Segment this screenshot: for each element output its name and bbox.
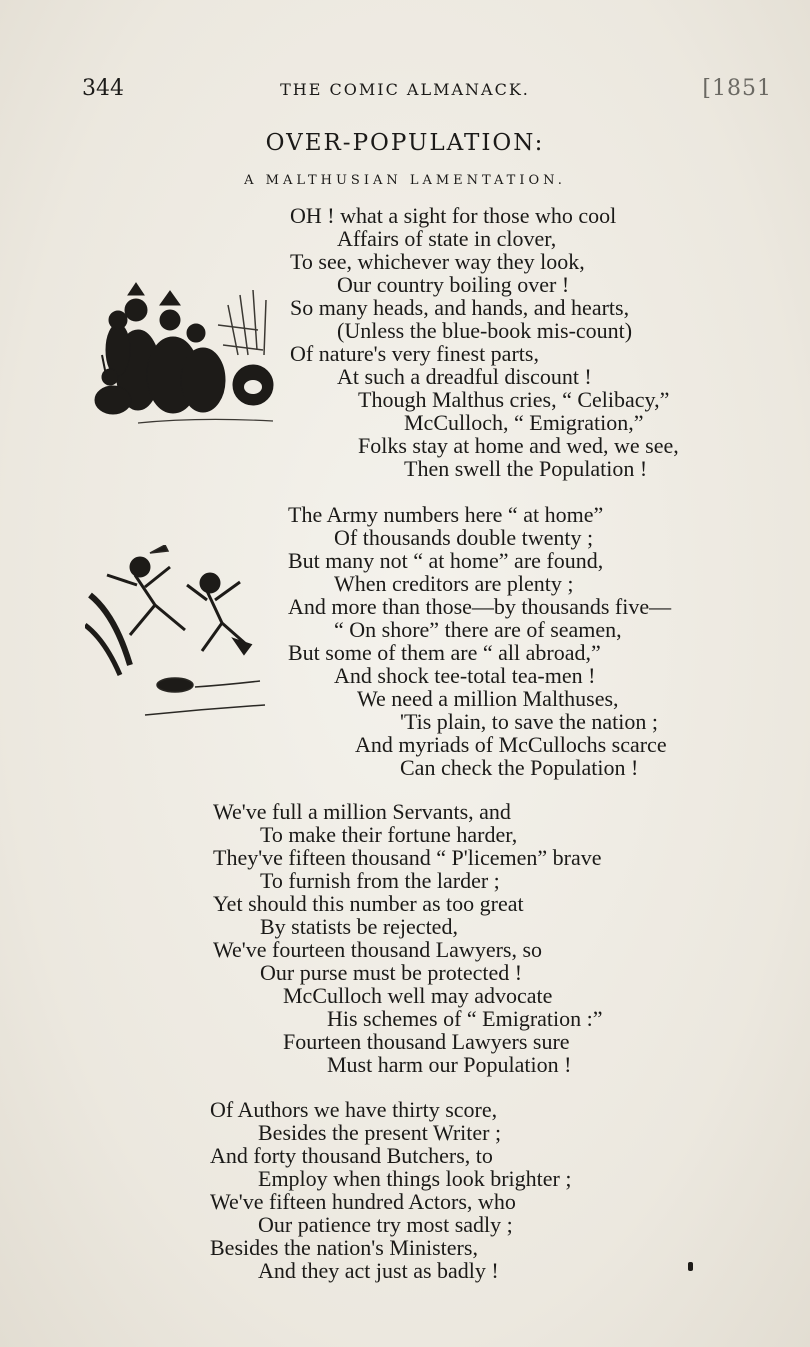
verse-line: And shock tee-total tea-men ! (334, 663, 596, 688)
verse-line: Of thousands double twenty ; (334, 525, 594, 550)
verse-line: At such a dreadful discount ! (337, 364, 592, 389)
verse-line: Must harm our Population ! (327, 1052, 572, 1077)
verse-line: We've full a million Servants, and (213, 799, 511, 824)
verse-line: And they act just as badly ! (258, 1258, 499, 1283)
verse-line: OH ! what a sight for those who cool (290, 203, 617, 228)
page-number: 344 (82, 76, 124, 101)
verse-line: Then swell the Population ! (404, 456, 648, 481)
verse-line: “ On shore” there are of seamen, (334, 617, 622, 642)
running-title: THE COMIC ALMANACK. (280, 80, 530, 99)
verse-line: 'Tis plain, to save the nation ; (400, 709, 658, 734)
verse-line: But many not “ at home” are found, (288, 548, 604, 573)
verse-line: His schemes of “ Emigration :” (327, 1006, 603, 1031)
verse-line: They've fifteen thousand “ P'licemen” brave (213, 845, 602, 870)
verse-line: But some of them are “ all abroad,” (288, 640, 601, 665)
verse-line: When creditors are plenty ; (334, 571, 574, 596)
verse-line: Besides the nation's Ministers, (210, 1235, 478, 1260)
poem-title: OVER-POPULATION: (265, 130, 545, 156)
verse-line: So many heads, and hands, and hearts, (290, 295, 630, 320)
stanza-4 (0, 1098, 810, 1282)
verse-line: The Army numbers here “ at home” (288, 502, 604, 527)
verse-line: Though Malthus cries, “ Celibacy,” (358, 387, 670, 412)
stanza-1 (0, 204, 810, 480)
verse-line: Of Authors we have thirty score, (210, 1097, 498, 1122)
verse-line: McCulloch, “ Emigration,” (404, 410, 644, 435)
verse-line: Can check the Population ! (400, 755, 639, 780)
verse-line: We need a million Malthuses, (357, 686, 619, 711)
verse-line: To make their fortune harder, (260, 822, 518, 847)
verse-line: By statists be rejected, (260, 914, 458, 939)
verse-line: And more than those—by thousands five— (288, 594, 672, 619)
verse-line: We've fifteen hundred Actors, who (210, 1189, 516, 1214)
verse-line: We've fourteen thousand Lawyers, so (213, 937, 543, 962)
verse-line: Our country boiling over ! (337, 272, 570, 297)
stanza-3 (0, 800, 810, 1076)
verse-line: Yet should this number as too great (213, 891, 524, 916)
page-header (0, 76, 810, 106)
verse-line: Folks stay at home and wed, we see, (358, 433, 679, 458)
poem-subtitle: A MALTHUSIAN LAMENTATION. (244, 173, 566, 188)
verse-line: Of nature's very finest parts, (290, 341, 539, 366)
year-stamp: [1851 (702, 76, 772, 101)
verse-line: Affairs of state in clover, (337, 226, 557, 251)
verse-line: Besides the present Writer ; (258, 1120, 502, 1145)
verse-line: And forty thousand Butchers, to (210, 1143, 493, 1168)
verse-line: Employ when things look brighter ; (258, 1166, 572, 1191)
verse-line: To furnish from the larder ; (260, 868, 500, 893)
verse-line: Our purse must be protected ! (260, 960, 523, 985)
stanza-2 (0, 503, 810, 779)
verse-line: (Unless the blue-book mis-count) (337, 318, 633, 343)
verse-line: Fourteen thousand Lawyers sure (283, 1029, 570, 1054)
verse-line: Our patience try most sadly ; (258, 1212, 513, 1237)
verse-line: To see, whichever way they look, (290, 249, 585, 274)
verse-line: And myriads of McCullochs scarce (355, 732, 667, 757)
verse-line: McCulloch well may advocate (283, 983, 553, 1008)
